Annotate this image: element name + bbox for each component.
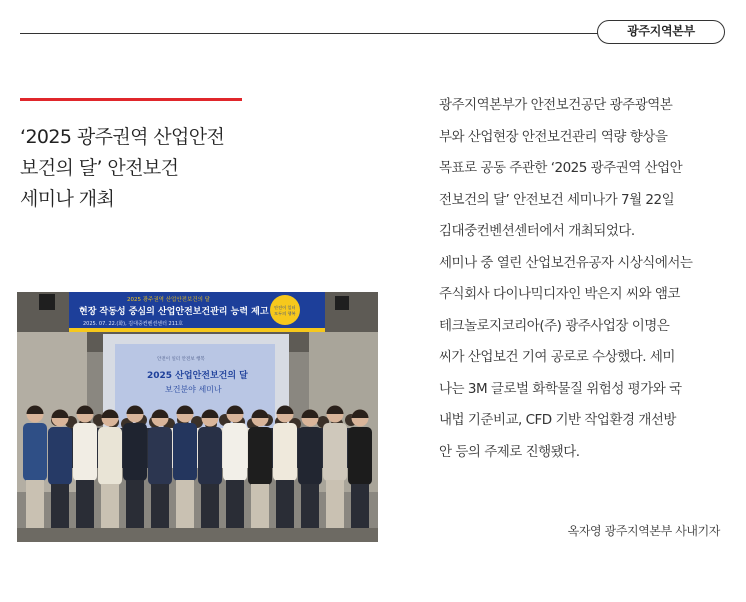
screen-small-text: 안전이 일터 안전보 행복 bbox=[157, 357, 205, 362]
body-line: 내법 기준비교, CFD 기반 작업환경 개선방 bbox=[439, 412, 676, 428]
attendee-body bbox=[48, 427, 72, 485]
event-photo bbox=[17, 292, 378, 542]
attendee-body bbox=[323, 423, 347, 481]
body-line: 씨가 산업보건 기여 공로로 수상했다. 세미 bbox=[439, 349, 675, 365]
attendee-legs bbox=[126, 480, 144, 530]
attendee-body bbox=[23, 423, 47, 481]
headline-line: ‘2025 광주권역 산업안전 bbox=[20, 126, 225, 148]
article-byline: 옥자영 광주지역본부 사내기자 bbox=[567, 524, 720, 538]
headline-line: 보건의 달’ 안전보건 bbox=[20, 157, 179, 179]
screen-subtitle-text: 보건분야 세미나 bbox=[165, 385, 222, 394]
headline-line: 세미나 개최 bbox=[20, 188, 115, 210]
banner-top-text: 2025 광주권역 산업안전보건의 달 bbox=[127, 297, 210, 303]
attendee-body bbox=[173, 423, 197, 481]
attendee-body bbox=[198, 427, 222, 485]
attendee-legs bbox=[176, 480, 194, 530]
body-line: 김대중컨벤션센터에서 개최되었다. bbox=[439, 223, 635, 239]
attendee-body bbox=[298, 427, 322, 485]
banner-main-text: 현장 작동성 중심의 산업안전보건관리 능력 제고 bbox=[79, 307, 269, 317]
attendee-body bbox=[98, 427, 122, 485]
attendee-legs bbox=[276, 480, 294, 530]
banner-sub-text: 2025. 07. 22.(화), 김대중컨벤션센터 211호 bbox=[83, 321, 183, 327]
attendee-body bbox=[123, 423, 147, 481]
attendee-legs bbox=[76, 480, 94, 530]
attendee-legs bbox=[151, 484, 169, 534]
body-line: 광주지역본부가 안전보건공단 광주광역본 bbox=[439, 97, 673, 113]
attendee-legs bbox=[226, 480, 244, 530]
attendee-legs bbox=[251, 484, 269, 534]
attendee-body bbox=[73, 423, 97, 481]
attendee-legs bbox=[51, 484, 69, 534]
article-body bbox=[439, 90, 727, 468]
screen-title-text: 2025 산업안전보건의 달 bbox=[147, 371, 248, 381]
body-line: 부와 산업현장 안전보건관리 역량 향상을 bbox=[439, 128, 668, 145]
header-rule bbox=[20, 33, 598, 34]
attendee-legs bbox=[326, 480, 344, 530]
attendee-legs bbox=[351, 484, 369, 534]
attendee-legs bbox=[201, 484, 219, 534]
body-line: 안 등의 주제로 진행됐다. bbox=[439, 443, 580, 460]
attendee-legs bbox=[26, 480, 44, 530]
attendee-legs bbox=[101, 484, 119, 534]
body-line: 목표로 공동 주관한 ‘2025 광주권역 산업안 bbox=[439, 160, 683, 176]
article-headline bbox=[20, 122, 255, 215]
banner-badge-text: 모두의 행복 bbox=[274, 311, 296, 316]
banner-badge bbox=[270, 295, 300, 325]
attendee-body bbox=[148, 427, 172, 485]
attendee-body bbox=[273, 423, 297, 481]
section-tag: 광주지역본부 bbox=[597, 20, 725, 44]
body-line: 나는 3M 글로벌 화학물질 위험성 평가와 국 bbox=[439, 380, 682, 397]
attendee-body bbox=[248, 427, 272, 485]
banner-badge-text: 안전이 일터 bbox=[274, 305, 296, 310]
body-line: 주식회사 다이나믹디자인 박은지 씨와 앰코 bbox=[439, 286, 680, 302]
attendee-body bbox=[348, 427, 372, 485]
body-line: 테크놀로지코리아(주) 광주사업장 이명은 bbox=[439, 317, 670, 334]
attendee-legs bbox=[301, 484, 319, 534]
body-line: 세미나 중 열린 산업보건유공자 시상식에서는 bbox=[439, 254, 693, 271]
attendee-body bbox=[223, 423, 247, 481]
body-line: 전보건의 달’ 안전보건 세미나가 7월 22일 bbox=[439, 191, 675, 208]
headline-accent-line bbox=[20, 98, 242, 101]
